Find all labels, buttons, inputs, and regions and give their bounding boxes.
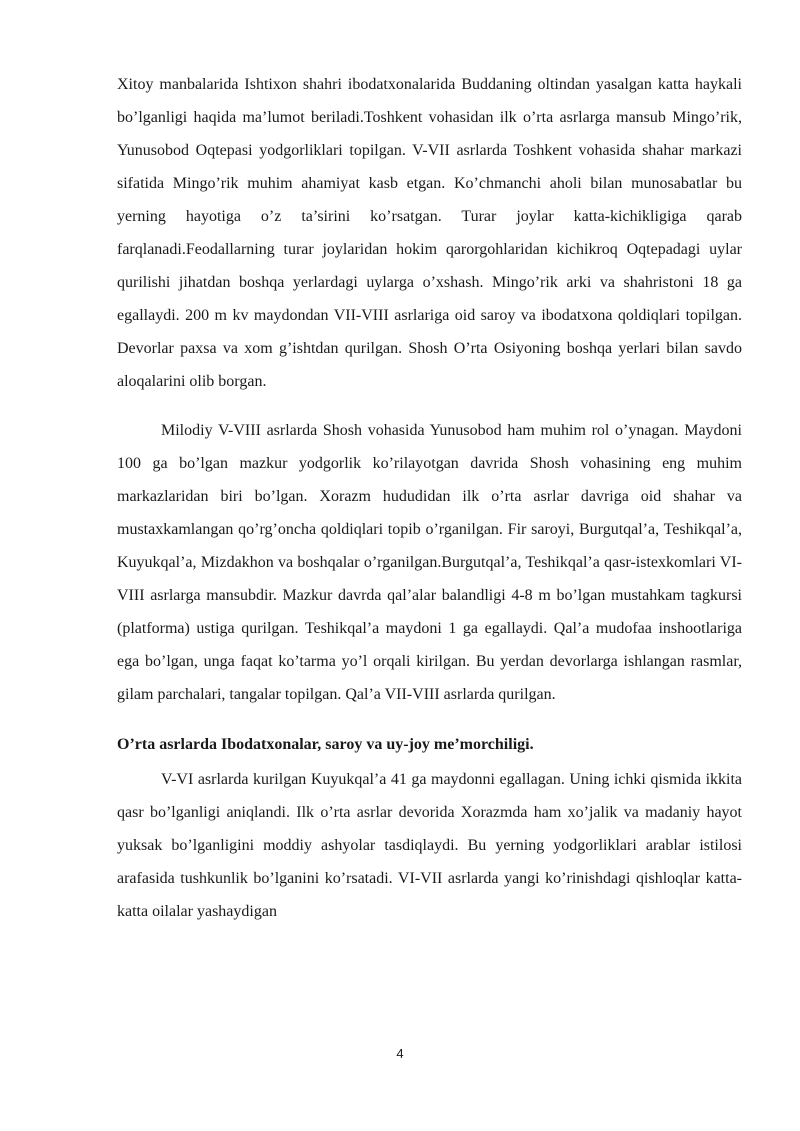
page-number: 4: [396, 1046, 404, 1061]
body-paragraph-3: V-VI asrlarda kurilgan Kuyukqal’a 41 ga maydonni egallagan. Uning ichki qismida ikkita qasr bo’lganligi aniqlandi. Ilk o’rta asrlar devorida Xorazmda ham xo’jalik va madaniy hayot yuksak bo’lganligini moddiy ashyolar tasdiqlaydi. Bu yerning yodgorliklari arablar istilosi arafasida tushkunlik bo’lganini ko’rsatadi. VI-VII asrlarda yangi ko’rinishdagi qishloqlar katta-katta oilalar yashaydigan: [117, 771, 742, 920]
body-paragraph-2: Milodiy V-VIII asrlarda Shosh vohasida Yunusobod ham muhim rol o’ynagan. Maydoni 100 ga bo’lgan mazkur yodgorlik ko’rilayotgan davrida Shosh vohasining eng muhim markazlaridan biri bo’lgan. Xorazm hududidan ilk o’rta asrlar davriga oid shahar va mustaxkamlangan qo’rg’oncha qoldiqlari topib o’rganilgan. Fir saroyi, Burgutqal’a, Teshikqal’a, Kuyukqal’a, Mizdakhon va boshqalar o’rganilgan.Burgutqal’a, Teshikqal’a qasr-istexkomlari VI-VIII asrlarga mansubdir. Mazkur davrda qal’alar balandligi 4-8 m bo’lgan mustahkam tagkursi (platforma) ustiga qurilgan. Teshikqal’a maydoni 1 ga egallaydi. Qal’a mudofaa inshootlariga ega bo’lgan, unga faqat ko’tarma yo’l orqali kirilgan. Bu yerdan devorlarga ishlangan rasmlar, gilam parchalari, tangalar topilgan. Qal’a VII-VIII asrlarda qurilgan.: [117, 422, 742, 703]
section-heading: O’rta asrlarda Ibodatxonalar, saroy va uy-joy me’morchiligi.: [117, 736, 534, 753]
document-page: [117, 68, 742, 928]
body-paragraph-1: Xitoy manbalarida Ishtixon shahri ibodatxonalarida Buddaning oltindan yasalgan katta haykali bo’lganligi haqida ma’lumot beriladi.Toshkent vohasidan ilk o’rta asrlarga mansub Mingo’rik, Yunusobod Oqtepasi yodgorliklari topilgan. V-VII asrlarda Toshkent vohasida shahar markazi sifatida Mingo’rik muhim ahamiyat kasb etgan. Ko’chmanchi aholi bilan munosabatlar bu yerning hayotiga o’z ta’sirini ko’rsatgan. Turar joylar katta-kichikligiga qarab farqlanadi.Feodallarning turar joylaridan hokim qarorgohlaridan kichikroq Oqtepadagi uylar qurilishi jihatdan boshqa yerlardagi uylarga o’xshash. Mingo’rik arki va shahristoni 18 ga egallaydi. 200 m kv maydondan VII-VIII asrlariga oid saroy va ibodatxona qoldiqlari topilgan. Devorlar paxsa va xom g’ishtdan qurilgan. Shosh O’rta Osiyoning boshqa yerlari bilan savdo aloqalarini olib borgan.: [117, 76, 742, 390]
